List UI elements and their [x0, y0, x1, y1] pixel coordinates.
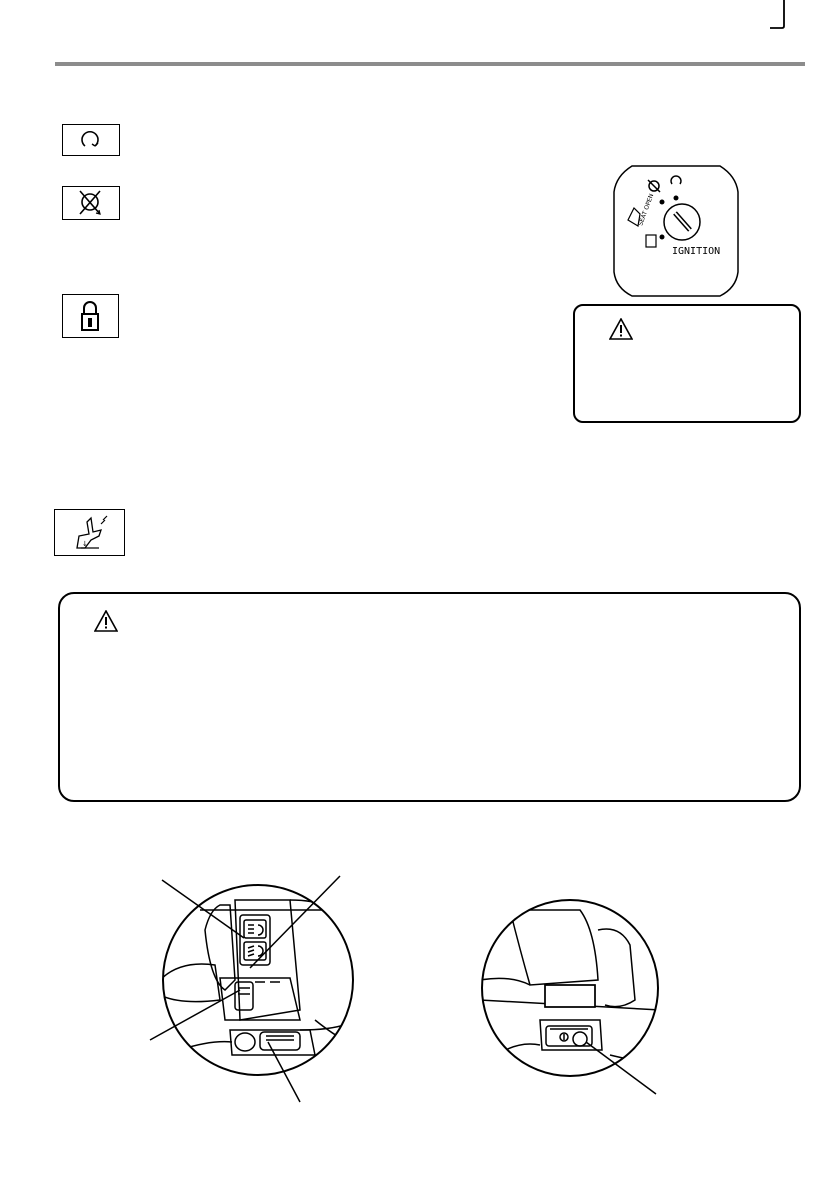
svg-text:↓: ↓	[82, 540, 88, 548]
warning-box-small	[573, 304, 801, 423]
seat-open-icon	[54, 509, 125, 556]
warning-triangle-icon	[94, 610, 118, 632]
ignition-off-icon	[62, 186, 120, 220]
ignition-switch-illustration	[612, 162, 740, 300]
right-handlebar-switch-illustration	[470, 890, 670, 1100]
header-rule	[55, 62, 805, 66]
ignition-label: IGNITION	[672, 246, 721, 257]
warning-triangle-icon	[609, 318, 633, 340]
ignition-on-icon	[62, 124, 120, 156]
svg-text:SEAT OPEN: SEAT OPEN	[637, 192, 656, 227]
steering-lock-icon	[62, 294, 119, 338]
warning-box-large	[58, 592, 801, 802]
corner-mark	[770, 0, 839, 32]
left-handlebar-switch-illustration	[140, 870, 360, 1110]
